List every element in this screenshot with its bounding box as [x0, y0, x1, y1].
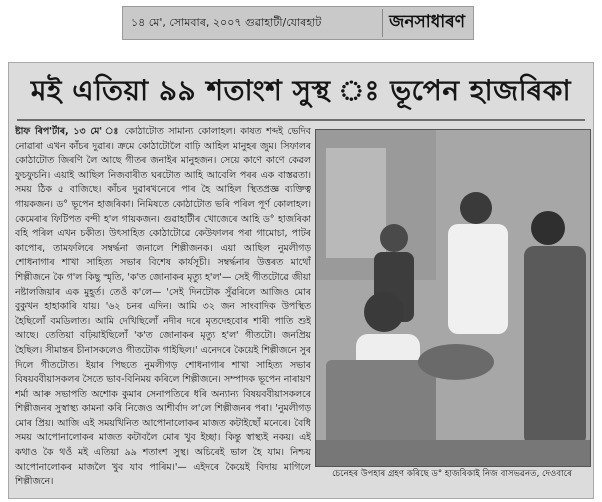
- article-text: কোঠাটোত সামান্য কোলাহল। কাষত শব্দই ভেদিব নোৱাৰা এখন কাঁচৰ দুৱাৰ। ক্ৰমে কোঠাটোলৈ বাঢ়ি আহিল মানুহৰ জুম। সিফালৰ কোঠাটোত জিৰণি লৈ আছে গীতৰ জনাইৰ মানুহজন। সেয়ে কাণে কাণে কেৱল ফুচফুচনি। এয়াই আছিল নিজবাৰীত ঘৰটোত আহি আবেলি পৰৰ এক বাস্তৱতা। সময় ঠিক ৫ বাজিছে। কাঁচৰ দুৱাৰখনেৰে পাৰ হৈ আহিল স্থিতপ্ৰজ্ঞ ব্যক্তিত্ব গায়কজন। ড° ভূপেন হাজৰিকা। নিমিষতে কোঠাটোত ভৰি পৰিল পূৰ্ণ কোলাহল। কেমেৰাৰ ফিটিপত বন্দী হ'ল গায়কজন। গুৱাহাটীৰ খোজেৰে আহি ড° হাজৰিকা বহি পৰিল এখন চকীত। উৎসাহিত কোঠাটোৱে কেউফালৰ পৰা গামোচা, পাটৰ কাপোৰ, তামফলিৰে সম্বৰ্দ্ধনা জনালে শিল্পীজনক। এয়া আছিল নুমলীগড় শোধনাগাৰ শাখা সাহিত্য সভাৰ বিশেষ কাৰ্যসূচী। সম্বৰ্দ্ধনাৰ উত্তৰত মাথোঁ শিল্পীজনে কৈ গ'ল কিছু স্মৃতি, 'ক'ত জোনাকৰ মৃত্যু হ'ল'— সেই গীতটোৱে জীয়া নষ্টালজিয়াৰ এক মুহূৰ্ত। তেওঁ ক'লে— 'সেই দিনটোক সুঁৱৰিলে আজিও মোৰ বুকুখন হাহাকাৰি যায়। '৬২ চনৰ এদিন। আমি ৩২ জন সাংবাদিক উপস্থিত হৈছিলোঁ বমডিলাত। আমি দেখিছিলোঁ নদীৰ দৰে মৃতদেহবোৰ শাৰী পাতি শুই আছে। তেতিয়া বঢ়িয়াইছিলোঁ 'ক'ত জোনাকৰ মৃত্যু হ'ল' গীতটো। জনপ্ৰিয় হৈছিল। সীমান্তৰ চীনাসকলেও গীতটোক গাইছিল।' এনেদৰে কৈয়েই শিল্পীজনে সুৰ দিলে গীতটোত। ইয়াৰ পিছতে নুমলীগড় শোধনাগাৰ শাখা সাহিত্য সভাৰ বিষয়ববীয়াসকলৰ সৈতে ভাব-বিনিময় কৰিলে শিল্পীজনে। সম্পাদক ভূপেন নাৰায়ণ শৰ্মা আৰু সভাপতি অশোক কুমাৰ সেনাপতিৰে ধৰি অন্যান্য বিষয়ববীয়াসকলৰে শিল্পীজনৰ সুস্বাস্থ্য কামনা কৰি নিজেও আশীৰ্বাদ ল'লে শিল্পীজনৰ পৰা। 'নুমলীগড় মোৰ প্ৰিয়। আজি এই সময়খিনিত আপোনালোকৰ মাজত কটাইছোঁ মনেৰে। বৈধি সময় আপোনালোকৰ মাজত কটাবলৈ মোৰ খুব ইচ্ছা। কিন্তু স্বাস্থ্যই নকয়। এই কথাও কৈ থওঁ মই এতিয়া ৯৯ শতাংশ সুস্থ। অচিৰেই ভাল হৈ যাম। নিশ্চয় আপোনালোকৰ মাজলৈ খুব যাব পাৰিম।'— এইদৰে কৈয়েই বিদায় মাগিলে শিল্পীজনে।: [15, 126, 311, 488]
- headline-rule: [17, 119, 585, 121]
- article-body: [15, 125, 311, 495]
- byline: ষ্টাফ ৰিপ'ৰ্টাৰ, ১৩ মে' ঃ: [15, 126, 121, 137]
- dateline-strip: [122, 6, 474, 40]
- news-photo: [315, 129, 591, 467]
- dateline: ১৪ মে', সোমবাৰ, ২০০৭ গুৱাহাটী/যোৰহাট: [131, 15, 322, 29]
- headline: মই এতিয়া ৯৯ শতাংশ সুস্থ ঃ ভূপেন হাজৰিকা: [30, 74, 572, 107]
- news-clipping: [8, 62, 594, 499]
- photo-caption: চেনেহৰ উপহাৰ গ্ৰহণ কৰিছে ড° হাজৰিকাই নিজ বাসভৱনত, দেওবাৰে: [332, 469, 572, 479]
- masthead: জনসাধাৰণ: [382, 9, 465, 37]
- photo-illustration: [316, 130, 590, 466]
